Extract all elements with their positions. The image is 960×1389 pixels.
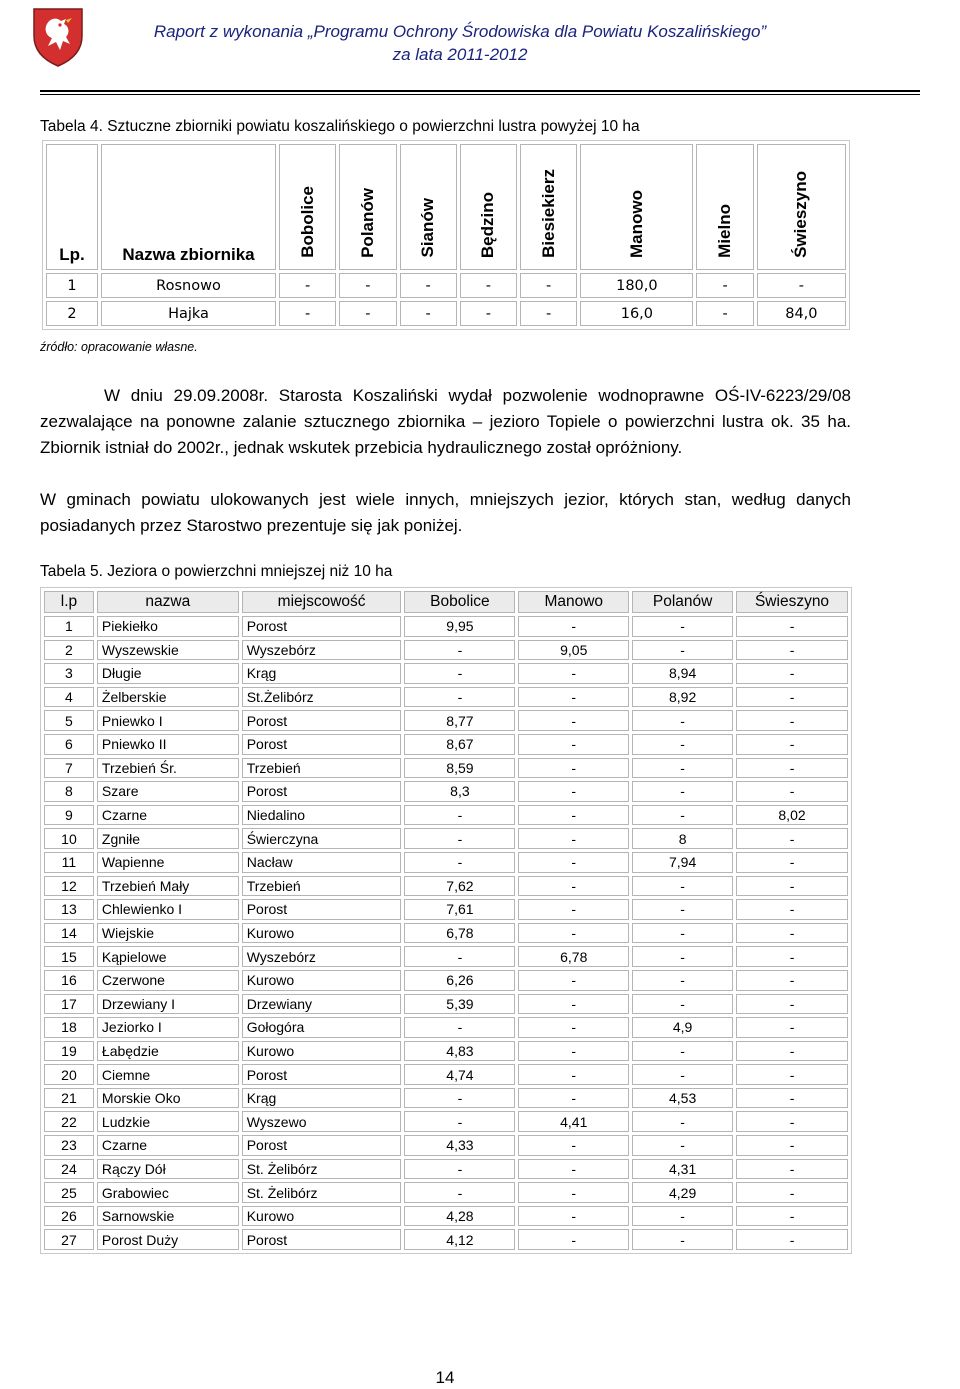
table-cell: - bbox=[632, 734, 733, 755]
table-cell: - bbox=[736, 923, 848, 944]
table-cell: 4,33 bbox=[404, 1135, 515, 1156]
table4-header-lp: Lp. bbox=[46, 144, 98, 270]
table-cell: - bbox=[736, 1206, 848, 1227]
artificial-reservoirs-table bbox=[42, 140, 850, 330]
table-row bbox=[44, 1206, 848, 1227]
table-cell: - bbox=[736, 1064, 848, 1085]
table-cell: 26 bbox=[44, 1206, 94, 1227]
table4-header-label: Manowo bbox=[626, 190, 646, 258]
table-cell: Świerczyna bbox=[242, 828, 402, 849]
table-cell: - bbox=[736, 758, 848, 779]
table-cell: - bbox=[518, 781, 629, 802]
table-row bbox=[44, 781, 848, 802]
table-cell: 6,78 bbox=[404, 923, 515, 944]
table-cell: - bbox=[518, 828, 629, 849]
small-lakes-table bbox=[40, 587, 852, 1254]
body-paragraph-1: W dniu 29.09.2008r. Starosta Koszaliński wydał pozwolenie wodnoprawne OŚ-IV-6223/29/08 zezwalające na ponowne zalanie sztucznego zbiornika – jezioro Topiele o powierzchni lustra ok. 35 ha. Zbiornik istniał do 2002r., jednak wskutek przebicia hydraulicznego został opróżniony. bbox=[40, 386, 851, 457]
table-cell: 27 bbox=[44, 1229, 94, 1250]
table-cell: Porost bbox=[242, 899, 402, 920]
table-cell: Niedalino bbox=[242, 805, 402, 826]
table-cell: - bbox=[736, 616, 848, 637]
table4-header-label: Będzino bbox=[478, 191, 498, 258]
table-cell: St.Żelibórz bbox=[242, 687, 402, 708]
table-cell: 4 bbox=[44, 687, 94, 708]
table-cell: - bbox=[404, 640, 515, 661]
table-cell: 19 bbox=[44, 1041, 94, 1062]
table-cell: - bbox=[736, 970, 848, 991]
table-cell: - bbox=[518, 923, 629, 944]
table-cell: 4,41 bbox=[518, 1111, 629, 1132]
table-cell: - bbox=[736, 687, 848, 708]
table-row bbox=[44, 687, 848, 708]
table-cell: Pniewko I bbox=[97, 710, 239, 731]
table-cell: Ciemne bbox=[97, 1064, 239, 1085]
table-row bbox=[44, 734, 848, 755]
table-cell: Wyszewo bbox=[242, 1111, 402, 1132]
table-cell: - bbox=[518, 994, 629, 1015]
table-cell: Porost bbox=[242, 616, 402, 637]
table-cell: - bbox=[404, 852, 515, 873]
table-cell: - bbox=[696, 301, 753, 326]
table-cell: 4,29 bbox=[632, 1182, 733, 1203]
table-cell: St. Żelibórz bbox=[242, 1159, 402, 1180]
table-row bbox=[44, 640, 848, 661]
table-cell: 18 bbox=[44, 1017, 94, 1038]
table-cell: Rosnowo bbox=[101, 273, 276, 298]
table-cell: - bbox=[518, 616, 629, 637]
table4-header-col bbox=[520, 144, 577, 270]
table-cell: Kurowo bbox=[242, 923, 402, 944]
table-cell: - bbox=[404, 1159, 515, 1180]
table-cell: 10 bbox=[44, 828, 94, 849]
table-cell: Długie bbox=[97, 663, 239, 684]
table-cell: - bbox=[518, 970, 629, 991]
table-cell: - bbox=[518, 1064, 629, 1085]
table-cell: - bbox=[632, 970, 733, 991]
table-cell: - bbox=[518, 899, 629, 920]
table-cell: 16 bbox=[44, 970, 94, 991]
table-cell: 3 bbox=[44, 663, 94, 684]
table4-header-col bbox=[400, 144, 457, 270]
table-cell: 8 bbox=[632, 828, 733, 849]
table-cell: - bbox=[518, 1229, 629, 1250]
table-cell: 5 bbox=[44, 710, 94, 731]
table4-caption: Tabela 4. Sztuczne zbiorniki powiatu koszalińskiego o powierzchni lustra powyżej 10 ha bbox=[40, 118, 640, 135]
table-cell: - bbox=[736, 1111, 848, 1132]
table-row bbox=[44, 899, 848, 920]
table-cell: Chlewienko I bbox=[97, 899, 239, 920]
table-cell: - bbox=[404, 663, 515, 684]
table-cell: - bbox=[400, 273, 457, 298]
table4-header-col bbox=[696, 144, 753, 270]
table5-caption: Tabela 5. Jeziora o powierzchni mniejszej niż 10 ha bbox=[40, 563, 393, 580]
table-cell: 6 bbox=[44, 734, 94, 755]
table-cell: Jeziorko I bbox=[97, 1017, 239, 1038]
table-cell: 24 bbox=[44, 1159, 94, 1180]
table-cell: - bbox=[279, 273, 336, 298]
table-cell: - bbox=[460, 301, 517, 326]
table-row bbox=[44, 946, 848, 967]
table-cell: Porost Duży bbox=[97, 1229, 239, 1250]
table-cell: Krąg bbox=[242, 663, 402, 684]
table-cell: 8 bbox=[44, 781, 94, 802]
table-cell: 180,0 bbox=[580, 273, 693, 298]
table-row bbox=[44, 923, 848, 944]
table-row bbox=[46, 273, 846, 298]
table-cell: Czarne bbox=[97, 1135, 239, 1156]
table-cell: 17 bbox=[44, 994, 94, 1015]
table-cell: 1 bbox=[44, 616, 94, 637]
table4-header-col bbox=[757, 144, 846, 270]
table-cell: - bbox=[736, 946, 848, 967]
table-cell: - bbox=[736, 828, 848, 849]
table-cell: Żelberskie bbox=[97, 687, 239, 708]
table-cell: Porost bbox=[242, 781, 402, 802]
table-cell: - bbox=[339, 273, 396, 298]
table-cell: - bbox=[736, 710, 848, 731]
table4-header-label: Bobolice bbox=[297, 186, 317, 258]
table-cell: - bbox=[279, 301, 336, 326]
table-cell: - bbox=[736, 1135, 848, 1156]
table-cell: - bbox=[736, 876, 848, 897]
table-cell: Kąpielowe bbox=[97, 946, 239, 967]
table-cell: - bbox=[736, 1159, 848, 1180]
table-cell: - bbox=[736, 1088, 848, 1109]
table-cell: Gołogóra bbox=[242, 1017, 402, 1038]
table-cell: Ludzkie bbox=[97, 1111, 239, 1132]
table-cell: Trzebień bbox=[242, 758, 402, 779]
table-cell: Porost bbox=[242, 1064, 402, 1085]
table-cell: - bbox=[736, 663, 848, 684]
table-cell: Kurowo bbox=[242, 1041, 402, 1062]
table-cell: - bbox=[518, 1041, 629, 1062]
table-cell: - bbox=[632, 946, 733, 967]
table-cell: - bbox=[696, 273, 753, 298]
table-cell: Porost bbox=[242, 710, 402, 731]
header-title-line1: Raport z wykonania „Programu Ochrony Środowiska dla Powiatu Koszalińskiego” bbox=[153, 22, 767, 41]
body-paragraph-2: W gminach powiatu ulokowanych jest wiele innych, mniejszych jezior, których stan, według danych posiadanych przez Starostwo prezentuje się jak poniżej. bbox=[40, 490, 851, 535]
table-cell: 22 bbox=[44, 1111, 94, 1132]
table-cell: 23 bbox=[44, 1135, 94, 1156]
table-cell: 6,78 bbox=[518, 946, 629, 967]
table-cell: 4,83 bbox=[404, 1041, 515, 1062]
table-row bbox=[44, 828, 848, 849]
table4-header-label: Biesiekierz bbox=[538, 169, 558, 258]
table-row bbox=[44, 1159, 848, 1180]
page-number: 14 bbox=[435, 1368, 455, 1387]
table-cell: - bbox=[518, 734, 629, 755]
table-cell: - bbox=[520, 301, 577, 326]
table-cell: 12 bbox=[44, 876, 94, 897]
table-cell: - bbox=[736, 734, 848, 755]
table-cell: 84,0 bbox=[757, 301, 846, 326]
table-cell: Nacław bbox=[242, 852, 402, 873]
table-row bbox=[46, 301, 846, 326]
table-cell: - bbox=[736, 1017, 848, 1038]
table-cell: 4,9 bbox=[632, 1017, 733, 1038]
table-cell: Trzebień bbox=[242, 876, 402, 897]
table-cell: - bbox=[518, 805, 629, 826]
table-cell: - bbox=[404, 687, 515, 708]
table-cell: Zgniłe bbox=[97, 828, 239, 849]
table-cell: Rączy Dół bbox=[97, 1159, 239, 1180]
table-cell: Hajka bbox=[101, 301, 276, 326]
table-cell: 1 bbox=[46, 273, 98, 298]
table-cell: 7,94 bbox=[632, 852, 733, 873]
table-cell: - bbox=[736, 1229, 848, 1250]
table-row bbox=[44, 852, 848, 873]
report-header-title bbox=[100, 20, 820, 66]
table-cell: Czerwone bbox=[97, 970, 239, 991]
table-cell: 11 bbox=[44, 852, 94, 873]
table-cell: 8,67 bbox=[404, 734, 515, 755]
table-cell: - bbox=[632, 899, 733, 920]
table-row bbox=[44, 1088, 848, 1109]
table-cell: Kurowo bbox=[242, 1206, 402, 1227]
table-cell: - bbox=[632, 1064, 733, 1085]
header-divider bbox=[40, 90, 920, 95]
table-row bbox=[44, 994, 848, 1015]
table-cell: 21 bbox=[44, 1088, 94, 1109]
table-cell: Drzewiany I bbox=[97, 994, 239, 1015]
table-cell: - bbox=[736, 1182, 848, 1203]
table-cell: 2 bbox=[46, 301, 98, 326]
table-cell: - bbox=[404, 1111, 515, 1132]
table-row bbox=[44, 970, 848, 991]
table-row bbox=[44, 805, 848, 826]
table-cell: 4,12 bbox=[404, 1229, 515, 1250]
table-cell: - bbox=[339, 301, 396, 326]
table-cell: Wiejskie bbox=[97, 923, 239, 944]
table-cell: - bbox=[518, 1088, 629, 1109]
table-cell: Porost bbox=[242, 734, 402, 755]
table-cell: - bbox=[404, 946, 515, 967]
table5-header-swieszyno: Świeszyno bbox=[736, 591, 848, 613]
table-cell: Trzebień Śr. bbox=[97, 758, 239, 779]
table5-header-bobolice: Bobolice bbox=[404, 591, 515, 613]
table5-header-manowo: Manowo bbox=[518, 591, 629, 613]
table-row bbox=[44, 1229, 848, 1250]
table4-header-label: Polanów bbox=[357, 188, 377, 258]
table-cell: - bbox=[404, 805, 515, 826]
table-cell: Piekiełko bbox=[97, 616, 239, 637]
table-row bbox=[44, 710, 848, 731]
table5-header-lp: l.p bbox=[44, 591, 94, 613]
county-coat-of-arms-icon bbox=[30, 6, 86, 68]
table4-header-col bbox=[279, 144, 336, 270]
table-cell: - bbox=[518, 663, 629, 684]
table-cell: 7,61 bbox=[404, 899, 515, 920]
table-cell: Drzewiany bbox=[242, 994, 402, 1015]
table-cell: Krąg bbox=[242, 1088, 402, 1109]
table-cell: - bbox=[757, 273, 846, 298]
table5-header-row bbox=[44, 591, 848, 613]
table-cell: 6,26 bbox=[404, 970, 515, 991]
table-cell: Wyszewskie bbox=[97, 640, 239, 661]
table4-header-name: Nazwa zbiornika bbox=[101, 144, 276, 270]
table-cell: 14 bbox=[44, 923, 94, 944]
table-cell: - bbox=[520, 273, 577, 298]
table-cell: - bbox=[736, 781, 848, 802]
table-cell: Wyszebórz bbox=[242, 946, 402, 967]
table-cell: - bbox=[518, 1206, 629, 1227]
table-cell: Trzebień Mały bbox=[97, 876, 239, 897]
table-cell: - bbox=[518, 1159, 629, 1180]
table-cell: - bbox=[518, 852, 629, 873]
table-cell: - bbox=[632, 758, 733, 779]
table-cell: 8,77 bbox=[404, 710, 515, 731]
table-cell: - bbox=[400, 301, 457, 326]
table5-header-name: nazwa bbox=[97, 591, 239, 613]
table-cell: - bbox=[404, 1088, 515, 1109]
table-cell: Wyszebórz bbox=[242, 640, 402, 661]
table-cell: 4,53 bbox=[632, 1088, 733, 1109]
table-cell: - bbox=[736, 994, 848, 1015]
table-cell: 4,74 bbox=[404, 1064, 515, 1085]
header-title-line2: za lata 2011-2012 bbox=[392, 45, 528, 64]
table-cell: Łabędzie bbox=[97, 1041, 239, 1062]
table-cell: - bbox=[632, 994, 733, 1015]
table-cell: - bbox=[404, 1017, 515, 1038]
table-cell: 8,59 bbox=[404, 758, 515, 779]
table-cell: Kurowo bbox=[242, 970, 402, 991]
table-cell: 9,05 bbox=[518, 640, 629, 661]
table5-header-polanow: Polanów bbox=[632, 591, 733, 613]
table4-header-col bbox=[460, 144, 517, 270]
table-row bbox=[44, 1041, 848, 1062]
table-cell: 25 bbox=[44, 1182, 94, 1203]
table-cell: - bbox=[736, 899, 848, 920]
table-cell: - bbox=[632, 1229, 733, 1250]
table-cell: - bbox=[632, 710, 733, 731]
table-cell: Szare bbox=[97, 781, 239, 802]
table-cell: 5,39 bbox=[404, 994, 515, 1015]
table-cell: 9 bbox=[44, 805, 94, 826]
table-cell: - bbox=[518, 758, 629, 779]
table4-header-col bbox=[339, 144, 396, 270]
table-cell: 8,94 bbox=[632, 663, 733, 684]
table-cell: - bbox=[632, 805, 733, 826]
table-row bbox=[44, 616, 848, 637]
table-row bbox=[44, 1111, 848, 1132]
table-cell: Porost bbox=[242, 1135, 402, 1156]
table-cell: - bbox=[632, 1111, 733, 1132]
table-cell: Morskie Oko bbox=[97, 1088, 239, 1109]
table-row bbox=[44, 1182, 848, 1203]
table-cell: - bbox=[518, 1017, 629, 1038]
table-cell: 16,0 bbox=[580, 301, 693, 326]
table-cell: - bbox=[518, 1182, 629, 1203]
table-cell: 7 bbox=[44, 758, 94, 779]
table-cell: - bbox=[632, 923, 733, 944]
table-cell: 9,95 bbox=[404, 616, 515, 637]
table-cell: Grabowiec bbox=[97, 1182, 239, 1203]
table-cell: 2 bbox=[44, 640, 94, 661]
table-cell: - bbox=[518, 710, 629, 731]
table-cell: 15 bbox=[44, 946, 94, 967]
table-cell: 4,28 bbox=[404, 1206, 515, 1227]
table-cell: - bbox=[518, 1135, 629, 1156]
table-cell: - bbox=[736, 640, 848, 661]
table-cell: 4,31 bbox=[632, 1159, 733, 1180]
table-cell: 8,92 bbox=[632, 687, 733, 708]
table-cell: 8,3 bbox=[404, 781, 515, 802]
table-cell: - bbox=[632, 1041, 733, 1062]
table-cell: Sarnowskie bbox=[97, 1206, 239, 1227]
table-cell: - bbox=[518, 687, 629, 708]
table5-header-locality: miejscowość bbox=[242, 591, 402, 613]
table-cell: - bbox=[632, 781, 733, 802]
table4-header-label: Mielno bbox=[715, 204, 735, 258]
table-cell: Pniewko II bbox=[97, 734, 239, 755]
table-cell: 7,62 bbox=[404, 876, 515, 897]
table-cell: Porost bbox=[242, 1229, 402, 1250]
table-cell: - bbox=[632, 640, 733, 661]
table-cell: - bbox=[404, 828, 515, 849]
table-cell: - bbox=[632, 1206, 733, 1227]
table-cell: - bbox=[632, 876, 733, 897]
table-cell: - bbox=[404, 1182, 515, 1203]
table-cell: - bbox=[736, 852, 848, 873]
table4-header-label: Świeszyno bbox=[791, 171, 811, 258]
table4-source-note: źródło: opracowanie własne. bbox=[40, 340, 198, 354]
table-cell: 8,02 bbox=[736, 805, 848, 826]
table-cell: - bbox=[632, 616, 733, 637]
table-cell: 20 bbox=[44, 1064, 94, 1085]
table-row bbox=[44, 663, 848, 684]
table4-header-col bbox=[580, 144, 693, 270]
table-row bbox=[44, 876, 848, 897]
table-cell: - bbox=[460, 273, 517, 298]
table-cell: - bbox=[632, 1135, 733, 1156]
table-row bbox=[44, 1017, 848, 1038]
table-cell: - bbox=[736, 1041, 848, 1062]
table4-header-label: Sianów bbox=[418, 198, 438, 258]
table4-header-row bbox=[46, 144, 846, 270]
table-cell: 13 bbox=[44, 899, 94, 920]
table-cell: Wapienne bbox=[97, 852, 239, 873]
table-cell: - bbox=[518, 876, 629, 897]
table-cell: Czarne bbox=[97, 805, 239, 826]
table-row bbox=[44, 1064, 848, 1085]
table-row bbox=[44, 1135, 848, 1156]
table-row bbox=[44, 758, 848, 779]
table-cell: St. Żelibórz bbox=[242, 1182, 402, 1203]
